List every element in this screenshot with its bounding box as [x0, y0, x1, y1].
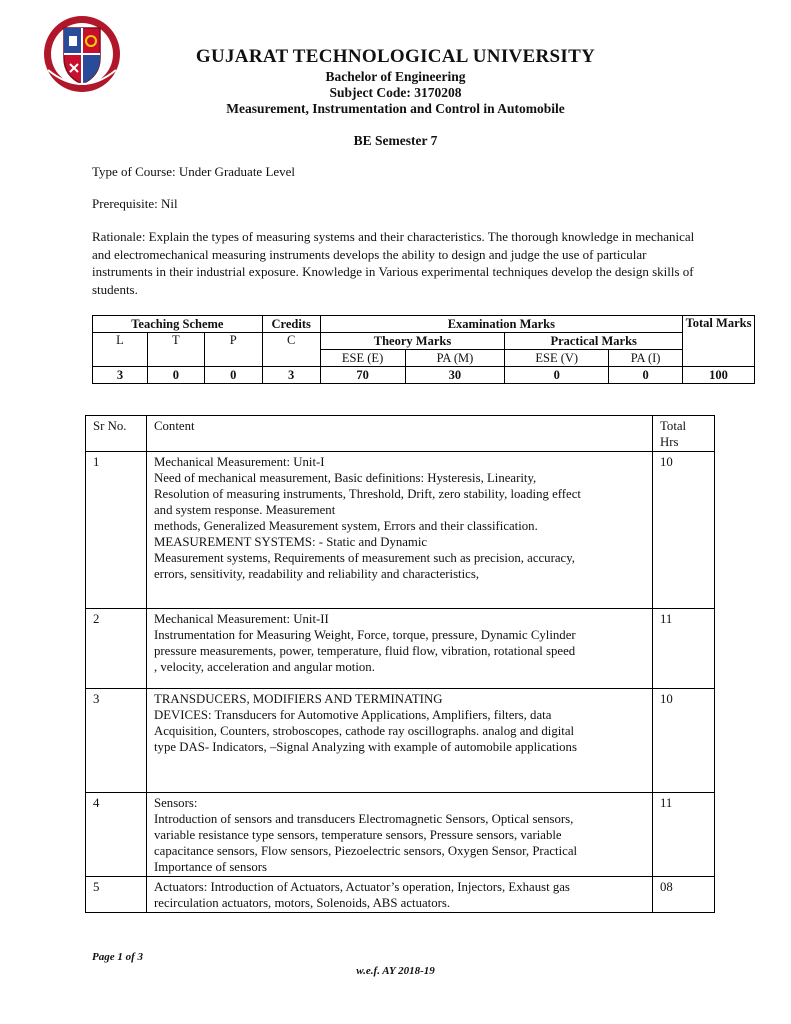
content-cell [147, 877, 653, 913]
table-row [86, 609, 715, 689]
practical-value: 0 [204, 367, 262, 384]
ese-e-value: 70 [320, 367, 405, 384]
prerequisite: Prerequisite: Nil [92, 196, 178, 211]
hrs-cell: 11 [653, 609, 715, 689]
content-line: methods, Generalized Measurement system, Errors and their classification. [154, 519, 538, 533]
ese-v-value: 0 [505, 367, 609, 384]
table-row [86, 793, 715, 877]
page-number: Page 1 of 3 [92, 951, 144, 963]
content-line: Need of mechanical measurement, Basic definitions: Hysteresis, Linearity, [154, 471, 537, 485]
lecture-value: 3 [93, 367, 148, 384]
practical-marks-header: Practical Marks [505, 333, 683, 350]
hrs-cell: 08 [653, 877, 715, 913]
content-line: TRANSDUCERS, MODIFIERS AND TERMINATING [154, 692, 443, 706]
sr-no-cell: 4 [86, 793, 147, 877]
content-line: Sensors: [154, 796, 198, 810]
rationale: Rationale: Explain the types of measuring systems and their characteristics. The thorough knowledge in mechanical and electromechanical measuring instruments develops the ability to design and judge the use of particular instruments in their industrial exposure. Knowledge in Various experimental techniques develop the design skills of students. [92, 229, 695, 297]
sr-no-header: Sr No. [86, 416, 147, 452]
credits-header: Credits [262, 316, 320, 333]
degree-title: Bachelor of Engineering [325, 69, 466, 84]
content-line: MEASUREMENT SYSTEMS: - Static and Dynamic [154, 535, 428, 549]
content-header: Content [147, 416, 653, 452]
content-line: Acquisition, Counters, stroboscopes, cathode ray oscillographs. analog and digital [154, 724, 575, 738]
lecture-header: L [93, 333, 148, 367]
content-line: Mechanical Measurement: Unit-II [154, 612, 329, 626]
tutorial-header: T [147, 333, 204, 367]
total-hrs-header-line-2: Hrs [660, 435, 679, 449]
exam-marks-header: Examination Marks [320, 316, 682, 333]
credit-header: C [262, 333, 320, 367]
syllabus-content-table [85, 415, 715, 913]
pa-m-header: PA (M) [405, 350, 505, 367]
credit-value: 3 [262, 367, 320, 384]
teaching-scheme-table [92, 315, 755, 384]
theory-marks-header: Theory Marks [320, 333, 505, 350]
ese-v-header: ESE (V) [505, 350, 609, 367]
table-row [86, 452, 715, 609]
content-line: DEVICES: Transducers for Automotive Applications, Amplifiers, filters, data [154, 708, 552, 722]
pa-i-header: PA (I) [609, 350, 683, 367]
total-marks-value: 100 [683, 367, 755, 384]
type-of-course: Type of Course: Under Graduate Level [92, 164, 296, 179]
content-line: Importance of sensors [154, 860, 268, 874]
subject-code: Subject Code: 3170208 [329, 85, 462, 100]
content-line: Measurement systems, Requirements of measurement such as precision, accuracy, [154, 551, 575, 565]
content-line: type DAS- Indicators, –Signal Analyzing with example of automobile applications [154, 740, 577, 754]
ese-e-header: ESE (E) [320, 350, 405, 367]
content-cell [147, 609, 653, 689]
hrs-cell: 11 [653, 793, 715, 877]
sr-no-cell: 5 [86, 877, 147, 913]
content-line: Instrumentation for Measuring Weight, Force, torque, pressure, Dynamic Cylinder [154, 628, 576, 642]
effective-year: w.e.f. AY 2018-19 [356, 965, 435, 977]
tutorial-value: 0 [147, 367, 204, 384]
content-line: Actuators: Introduction of Actuators, Actuator’s operation, Injectors, Exhaust gas [154, 880, 570, 894]
content-line: variable resistance type sensors, temperature sensors, Pressure sensors, variable [154, 828, 562, 842]
practical-header: P [204, 333, 262, 367]
content-line: pressure measurements, power, temperature, fluid flow, vibration, rotational speed [154, 644, 576, 658]
university-name: GUJARAT TECHNOLOGICAL UNIVERSITY [195, 46, 596, 67]
semester-title: BE Semester 7 [353, 133, 438, 148]
pa-m-value: 30 [405, 367, 505, 384]
content-line: Resolution of measuring instruments, Threshold, Drift, zero stability, loading effect [154, 487, 581, 501]
total-marks-header: Total Marks [683, 316, 755, 367]
content-line: recirculation actuators, motors, Solenoids, ABS actuators. [154, 896, 451, 910]
content-cell [147, 793, 653, 877]
sr-no-cell: 2 [86, 609, 147, 689]
teaching-scheme-header: Teaching Scheme [93, 316, 263, 333]
total-hrs-header-line-1: Total [660, 419, 687, 433]
content-cell [147, 689, 653, 793]
content-cell [147, 452, 653, 609]
hrs-cell: 10 [653, 452, 715, 609]
content-line: capacitance sensors, Flow sensors, Piezoelectric sensors, Oxygen Sensor, Practical [154, 844, 578, 858]
content-line: , velocity, acceleration and angular motion. [154, 660, 375, 674]
content-line: errors, sensitivity, readability and reliability and characteristics, [154, 567, 480, 581]
subject-name: Measurement, Instrumentation and Control in Automobile [226, 101, 565, 116]
content-line: Introduction of sensors and transducers Electromagnetic Sensors, Optical sensors, [154, 812, 574, 826]
sr-no-cell: 1 [86, 452, 147, 609]
hrs-cell: 10 [653, 689, 715, 793]
total-hrs-header [653, 416, 715, 452]
content-line: and system response. Measurement [154, 503, 336, 517]
table-row [86, 689, 715, 793]
pa-i-value: 0 [609, 367, 683, 384]
table-row [86, 877, 715, 913]
content-line: Mechanical Measurement: Unit-I [154, 455, 325, 469]
sr-no-cell: 3 [86, 689, 147, 793]
